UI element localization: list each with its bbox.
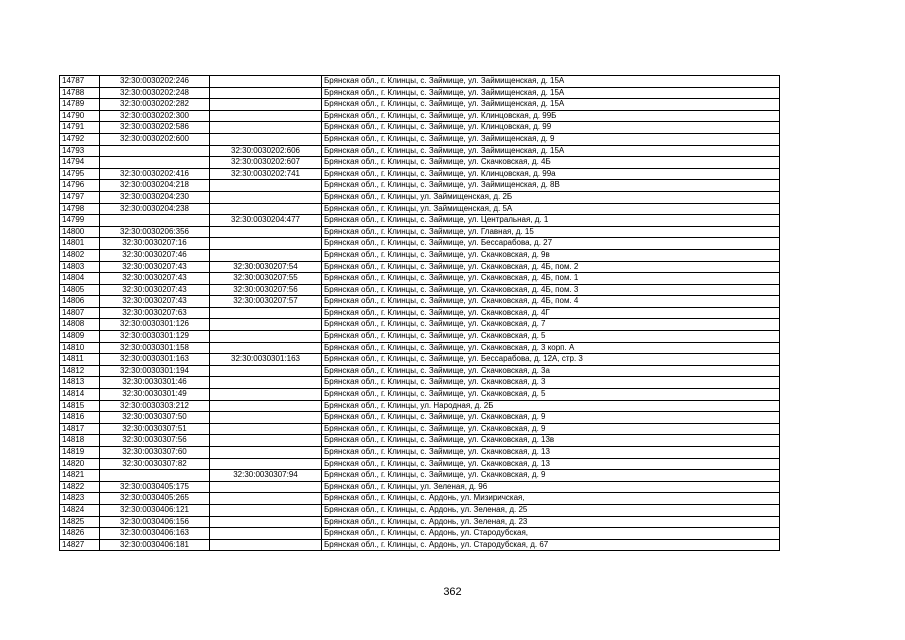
address-cell: Брянская обл., г. Клинцы, с. Займище, ул. Бессарабова, д. 27	[322, 238, 780, 250]
cadastral-number-cell: 32:30:0030202:246	[100, 76, 210, 88]
page-number: 362	[443, 586, 462, 598]
address-cell: Брянская обл., г. Клинцы, с. Ардонь, ул. Зеленая, д. 25	[322, 504, 780, 516]
row-number-cell: 14791	[60, 122, 100, 134]
cadastral-number-cell: 32:30:0030202:248	[100, 87, 210, 99]
related-cadastral-number-cell: 32:30:0030207:54	[210, 261, 322, 273]
related-cadastral-number-cell: 32:30:0030307:94	[210, 470, 322, 482]
address-cell: Брянская обл., г. Клинцы, с. Займище, ул. Скачковская, д. 4Б, пом. 2	[322, 261, 780, 273]
related-cadastral-number-cell	[210, 331, 322, 343]
row-number-cell: 14794	[60, 157, 100, 169]
cadastral-number-cell: 32:30:0030207:63	[100, 307, 210, 319]
row-number-cell: 14817	[60, 423, 100, 435]
row-number-cell: 14795	[60, 168, 100, 180]
cadastral-number-cell: 32:30:0030207:43	[100, 284, 210, 296]
cadastral-number-cell: 32:30:0030307:56	[100, 435, 210, 447]
cadastral-number-cell: 32:30:0030202:416	[100, 168, 210, 180]
address-cell: Брянская обл., г. Клинцы, ул. Займищенская, д. 2Б	[322, 191, 780, 203]
address-cell: Брянская обл., г. Клинцы, с. Займище, ул. Клинцовская, д. 99Б	[322, 110, 780, 122]
related-cadastral-number-cell	[210, 423, 322, 435]
table-row	[60, 215, 780, 227]
table-row	[60, 331, 780, 343]
registry-table	[59, 75, 780, 551]
row-number-cell: 14813	[60, 377, 100, 389]
cadastral-number-cell: 32:30:0030207:43	[100, 296, 210, 308]
related-cadastral-number-cell: 32:30:0030202:607	[210, 157, 322, 169]
row-number-cell: 14814	[60, 389, 100, 401]
table-row	[60, 76, 780, 88]
table-row	[60, 99, 780, 111]
address-cell: Брянская обл., г. Клинцы, с. Займище, ул. Скачковская, д. 3 корп. А	[322, 342, 780, 354]
table-row	[60, 470, 780, 482]
address-cell: Брянская обл., г. Клинцы, с. Займище, ул. Скачковская, д. 5	[322, 389, 780, 401]
table-row	[60, 354, 780, 366]
related-cadastral-number-cell: 32:30:0030202:606	[210, 145, 322, 157]
related-cadastral-number-cell	[210, 99, 322, 111]
address-cell: Брянская обл., г. Клинцы, с. Займище, ул. Скачковская, д. 13	[322, 447, 780, 459]
table-row	[60, 261, 780, 273]
address-cell: Брянская обл., г. Клинцы, с. Займище, ул. Скачковская, д. 9	[322, 412, 780, 424]
related-cadastral-number-cell	[210, 458, 322, 470]
cadastral-number-cell: 32:30:0030301:194	[100, 365, 210, 377]
address-cell: Брянская обл., г. Клинцы, с. Займище, ул. Займищенская, д. 8В	[322, 180, 780, 192]
address-cell: Брянская обл., г. Клинцы, с. Займище, ул. Скачковская, д. 4Г	[322, 307, 780, 319]
cadastral-number-cell	[100, 157, 210, 169]
cadastral-number-cell: 32:30:0030301:46	[100, 377, 210, 389]
row-number-cell: 14793	[60, 145, 100, 157]
table-row	[60, 528, 780, 540]
table-row	[60, 412, 780, 424]
address-cell: Брянская обл., г. Клинцы, с. Ардонь, ул. Стародубская,	[322, 528, 780, 540]
address-cell: Брянская обл., г. Клинцы, с. Займище, ул. Займищенская, д. 15А	[322, 76, 780, 88]
table-row	[60, 249, 780, 261]
table-row	[60, 423, 780, 435]
related-cadastral-number-cell	[210, 180, 322, 192]
related-cadastral-number-cell	[210, 87, 322, 99]
cadastral-number-cell	[100, 470, 210, 482]
related-cadastral-number-cell	[210, 447, 322, 459]
related-cadastral-number-cell: 32:30:0030301:163	[210, 354, 322, 366]
row-number-cell: 14815	[60, 400, 100, 412]
cadastral-number-cell: 32:30:0030206:356	[100, 226, 210, 238]
row-number-cell: 14797	[60, 191, 100, 203]
related-cadastral-number-cell	[210, 133, 322, 145]
registry-table-body	[60, 76, 780, 551]
cadastral-number-cell: 32:30:0030406:163	[100, 528, 210, 540]
row-number-cell: 14789	[60, 99, 100, 111]
cadastral-number-cell: 32:30:0030202:300	[100, 110, 210, 122]
cadastral-number-cell	[100, 215, 210, 227]
cadastral-number-cell: 32:30:0030405:265	[100, 493, 210, 505]
cadastral-number-cell: 32:30:0030207:16	[100, 238, 210, 250]
table-row	[60, 516, 780, 528]
table-row	[60, 238, 780, 250]
address-cell: Брянская обл., г. Клинцы, с. Займище, ул. Скачковская, д. 7	[322, 319, 780, 331]
address-cell: Брянская обл., г. Клинцы, с. Займище, ул. Клинцовская, д. 99а	[322, 168, 780, 180]
cadastral-number-cell: 32:30:0030303:212	[100, 400, 210, 412]
address-cell: Брянская обл., г. Клинцы, с. Займище, ул. Скачковская, д. 3а	[322, 365, 780, 377]
related-cadastral-number-cell	[210, 342, 322, 354]
table-row	[60, 284, 780, 296]
table-row	[60, 481, 780, 493]
address-cell: Брянская обл., г. Клинцы, с. Займище, ул. Клинцовская, д. 99	[322, 122, 780, 134]
address-cell: Брянская обл., г. Клинцы, с. Ардонь, ул. Стародубская, д. 67	[322, 539, 780, 551]
row-number-cell: 14792	[60, 133, 100, 145]
cadastral-number-cell: 32:30:0030301:49	[100, 389, 210, 401]
related-cadastral-number-cell: 32:30:0030207:55	[210, 273, 322, 285]
address-cell: Брянская обл., г. Клинцы, с. Займище, ул. Скачковская, д. 9	[322, 470, 780, 482]
related-cadastral-number-cell	[210, 504, 322, 516]
address-cell: Брянская обл., г. Клинцы, с. Займище, ул. Скачковская, д. 9	[322, 423, 780, 435]
related-cadastral-number-cell	[210, 389, 322, 401]
cadastral-number-cell: 32:30:0030204:230	[100, 191, 210, 203]
cadastral-number-cell: 32:30:0030307:60	[100, 447, 210, 459]
related-cadastral-number-cell: 32:30:0030207:57	[210, 296, 322, 308]
address-cell: Брянская обл., г. Клинцы, с. Займище, ул. Займищенская, д. 15А	[322, 87, 780, 99]
cadastral-number-cell: 32:30:0030307:51	[100, 423, 210, 435]
related-cadastral-number-cell	[210, 238, 322, 250]
cadastral-number-cell: 32:30:0030202:282	[100, 99, 210, 111]
row-number-cell: 14822	[60, 481, 100, 493]
related-cadastral-number-cell	[210, 435, 322, 447]
cadastral-number-cell: 32:30:0030301:163	[100, 354, 210, 366]
table-row	[60, 203, 780, 215]
row-number-cell: 14788	[60, 87, 100, 99]
address-cell: Брянская обл., г. Клинцы, с. Займище, ул. Скачковская, д. 4Б	[322, 157, 780, 169]
cadastral-number-cell: 32:30:0030204:218	[100, 180, 210, 192]
related-cadastral-number-cell	[210, 319, 322, 331]
row-number-cell: 14820	[60, 458, 100, 470]
related-cadastral-number-cell	[210, 493, 322, 505]
row-number-cell: 14804	[60, 273, 100, 285]
cadastral-number-cell: 32:30:0030202:586	[100, 122, 210, 134]
related-cadastral-number-cell	[210, 377, 322, 389]
table-row	[60, 400, 780, 412]
cadastral-number-cell: 32:30:0030301:158	[100, 342, 210, 354]
address-cell: Брянская обл., г. Клинцы, с. Ардонь, ул. Мизиричская,	[322, 493, 780, 505]
table-row	[60, 447, 780, 459]
row-number-cell: 14823	[60, 493, 100, 505]
cadastral-number-cell: 32:30:0030204:238	[100, 203, 210, 215]
cadastral-number-cell: 32:30:0030202:600	[100, 133, 210, 145]
address-cell: Брянская обл., г. Клинцы, с. Займище, ул. Займищенская, д. 9	[322, 133, 780, 145]
address-cell: Брянская обл., г. Клинцы, ул. Зеленая, д. 96	[322, 481, 780, 493]
cadastral-number-cell: 32:30:0030406:156	[100, 516, 210, 528]
row-number-cell: 14810	[60, 342, 100, 354]
address-cell: Брянская обл., г. Клинцы, с. Займище, ул. Центральная, д. 1	[322, 215, 780, 227]
address-cell: Брянская обл., г. Клинцы, с. Займище, ул. Главная, д. 15	[322, 226, 780, 238]
row-number-cell: 14802	[60, 249, 100, 261]
row-number-cell: 14803	[60, 261, 100, 273]
related-cadastral-number-cell	[210, 307, 322, 319]
cadastral-number-cell: 32:30:0030207:43	[100, 273, 210, 285]
row-number-cell: 14801	[60, 238, 100, 250]
table-row	[60, 110, 780, 122]
related-cadastral-number-cell	[210, 76, 322, 88]
cadastral-number-cell: 32:30:0030207:43	[100, 261, 210, 273]
table-row	[60, 539, 780, 551]
row-number-cell: 14796	[60, 180, 100, 192]
table-row	[60, 273, 780, 285]
cadastral-number-cell: 32:30:0030207:46	[100, 249, 210, 261]
table-row	[60, 296, 780, 308]
row-number-cell: 14825	[60, 516, 100, 528]
cadastral-number-cell: 32:30:0030301:129	[100, 331, 210, 343]
address-cell: Брянская обл., г. Клинцы, ул. Народная, д. 2Б	[322, 400, 780, 412]
table-row	[60, 145, 780, 157]
related-cadastral-number-cell	[210, 481, 322, 493]
table-row	[60, 377, 780, 389]
cadastral-number-cell: 32:30:0030406:121	[100, 504, 210, 516]
address-cell: Брянская обл., г. Клинцы, ул. Займищенская, д. 5А	[322, 203, 780, 215]
table-row	[60, 504, 780, 516]
cadastral-number-cell: 32:30:0030307:82	[100, 458, 210, 470]
table-row	[60, 180, 780, 192]
row-number-cell: 14807	[60, 307, 100, 319]
related-cadastral-number-cell	[210, 249, 322, 261]
row-number-cell: 14806	[60, 296, 100, 308]
related-cadastral-number-cell	[210, 203, 322, 215]
table-row	[60, 435, 780, 447]
row-number-cell: 14819	[60, 447, 100, 459]
table-row	[60, 365, 780, 377]
related-cadastral-number-cell	[210, 191, 322, 203]
row-number-cell: 14826	[60, 528, 100, 540]
row-number-cell: 14816	[60, 412, 100, 424]
related-cadastral-number-cell: 32:30:0030202:741	[210, 168, 322, 180]
address-cell: Брянская обл., г. Клинцы, с. Займище, ул. Скачковская, д. 9в	[322, 249, 780, 261]
row-number-cell: 14790	[60, 110, 100, 122]
row-number-cell: 14809	[60, 331, 100, 343]
related-cadastral-number-cell: 32:30:0030207:56	[210, 284, 322, 296]
table-row	[60, 389, 780, 401]
table-row	[60, 307, 780, 319]
related-cadastral-number-cell	[210, 516, 322, 528]
row-number-cell: 14808	[60, 319, 100, 331]
cadastral-number-cell: 32:30:0030307:50	[100, 412, 210, 424]
related-cadastral-number-cell	[210, 226, 322, 238]
row-number-cell: 14827	[60, 539, 100, 551]
address-cell: Брянская обл., г. Клинцы, с. Займище, ул. Займищенская, д. 15А	[322, 145, 780, 157]
row-number-cell: 14805	[60, 284, 100, 296]
address-cell: Брянская обл., г. Клинцы, с. Займище, ул. Скачковская, д. 3	[322, 377, 780, 389]
row-number-cell: 14824	[60, 504, 100, 516]
row-number-cell: 14787	[60, 76, 100, 88]
address-cell: Брянская обл., г. Клинцы, с. Займище, ул. Скачковская, д. 5	[322, 331, 780, 343]
table-row	[60, 87, 780, 99]
related-cadastral-number-cell	[210, 412, 322, 424]
related-cadastral-number-cell	[210, 539, 322, 551]
cadastral-number-cell	[100, 145, 210, 157]
address-cell: Брянская обл., г. Клинцы, с. Займище, ул. Займищенская, д. 15А	[322, 99, 780, 111]
row-number-cell: 14799	[60, 215, 100, 227]
address-cell: Брянская обл., г. Клинцы, с. Займище, ул. Скачковская, д. 4Б, пом. 4	[322, 296, 780, 308]
table-row	[60, 342, 780, 354]
row-number-cell: 14798	[60, 203, 100, 215]
table-row	[60, 319, 780, 331]
row-number-cell: 14800	[60, 226, 100, 238]
cadastral-number-cell: 32:30:0030301:126	[100, 319, 210, 331]
address-cell: Брянская обл., г. Клинцы, с. Займище, ул. Скачковская, д. 13	[322, 458, 780, 470]
table-row	[60, 493, 780, 505]
cadastral-number-cell: 32:30:0030405:175	[100, 481, 210, 493]
table-row	[60, 168, 780, 180]
related-cadastral-number-cell	[210, 365, 322, 377]
related-cadastral-number-cell: 32:30:0030204:477	[210, 215, 322, 227]
table-row	[60, 122, 780, 134]
row-number-cell: 14811	[60, 354, 100, 366]
related-cadastral-number-cell	[210, 122, 322, 134]
table-row	[60, 133, 780, 145]
table-row	[60, 458, 780, 470]
related-cadastral-number-cell	[210, 110, 322, 122]
address-cell: Брянская обл., г. Клинцы, с. Займище, ул. Бессарабова, д. 12А, стр. 3	[322, 354, 780, 366]
related-cadastral-number-cell	[210, 400, 322, 412]
row-number-cell: 14821	[60, 470, 100, 482]
table-row	[60, 157, 780, 169]
row-number-cell: 14812	[60, 365, 100, 377]
table-row	[60, 191, 780, 203]
cadastral-number-cell: 32:30:0030406:181	[100, 539, 210, 551]
address-cell: Брянская обл., г. Клинцы, с. Займище, ул. Скачковская, д. 4Б, пом. 1	[322, 273, 780, 285]
related-cadastral-number-cell	[210, 528, 322, 540]
address-cell: Брянская обл., г. Клинцы, с. Займище, ул. Скачковская, д. 13в	[322, 435, 780, 447]
address-cell: Брянская обл., г. Клинцы, с. Займище, ул. Скачковская, д. 4Б, пом. 3	[322, 284, 780, 296]
row-number-cell: 14818	[60, 435, 100, 447]
table-row	[60, 226, 780, 238]
address-cell: Брянская обл., г. Клинцы, с. Ардонь, ул. Зеленая, д. 23	[322, 516, 780, 528]
